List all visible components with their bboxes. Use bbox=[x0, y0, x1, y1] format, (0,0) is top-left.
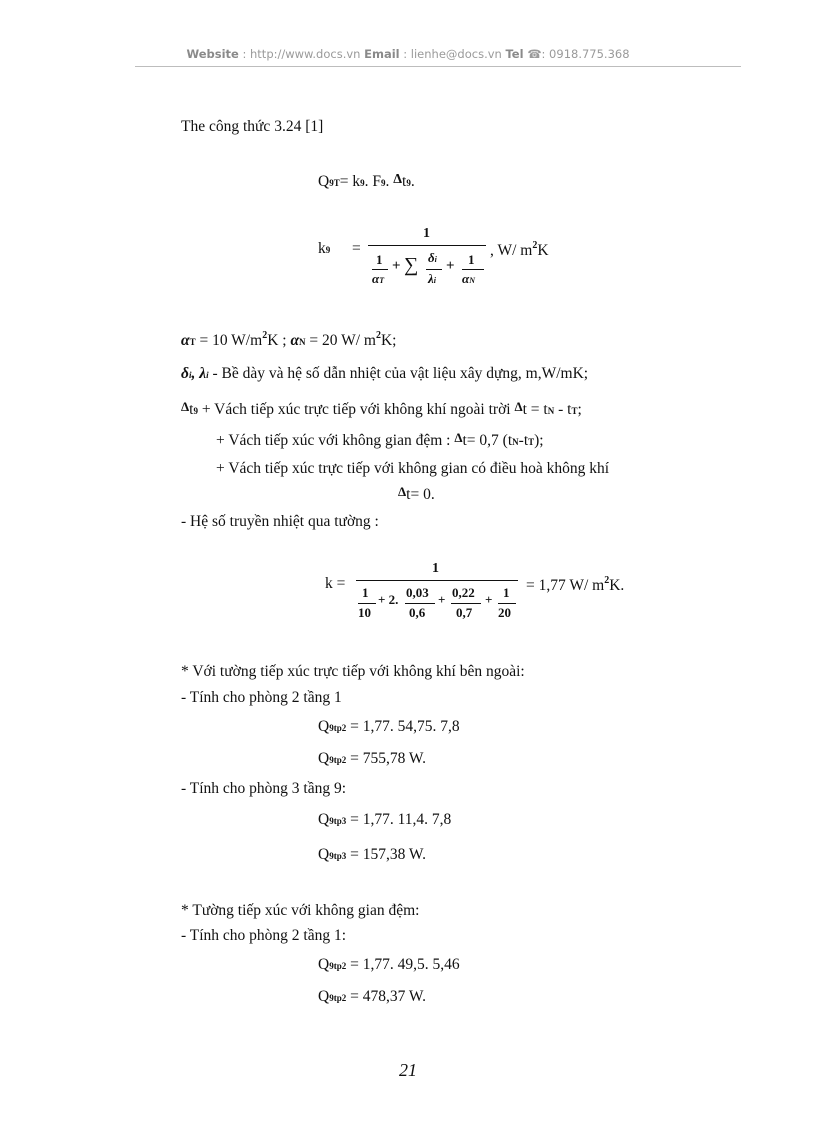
s2-eq1-value: = 1,77. 49,5. 5,46 bbox=[346, 956, 460, 973]
alpha-t-symbol-sub: T bbox=[189, 337, 196, 347]
k9-d3-bar bbox=[462, 269, 484, 270]
section1-title: * Với tường tiếp xúc trực tiếp với không khí bên ngoài: bbox=[181, 663, 525, 680]
q-s2-eq2: Q bbox=[318, 988, 330, 1005]
k-t4-den: 20 bbox=[498, 605, 511, 620]
k9-numerator: 1 bbox=[423, 226, 430, 241]
k-label: k = bbox=[325, 575, 346, 592]
k9-unit-sup: 2 bbox=[532, 240, 538, 251]
delta-symbol-2: δ bbox=[181, 365, 189, 382]
q-s2-eq2-sub: 9tp2 bbox=[329, 993, 347, 1003]
q-s1-eq4-sub: 9tp3 bbox=[329, 851, 347, 861]
tel-number: ☎: 0918.775.368 bbox=[527, 47, 630, 61]
dt-sub: 9 bbox=[193, 406, 198, 416]
q-s2-eq1: Q bbox=[318, 956, 330, 973]
email-address[interactable]: : lienhe@docs.vn bbox=[403, 47, 502, 61]
q-s1-eq2: Q bbox=[318, 750, 330, 767]
k-t1-num: 1 bbox=[362, 585, 369, 600]
k9-fraction-bar bbox=[368, 245, 486, 246]
q-sub: 9T bbox=[329, 178, 340, 188]
q-s1-eq4: Q bbox=[318, 846, 330, 863]
section2-title: * Tường tiếp xúc với không gian đệm: bbox=[181, 902, 420, 919]
email-label: Email bbox=[364, 47, 400, 61]
k9-d3-num: 1 bbox=[468, 252, 475, 267]
t-sub: 9 bbox=[406, 178, 411, 188]
dt-line-2 bbox=[216, 430, 544, 451]
delta-lambda-line bbox=[181, 365, 588, 384]
delta-i-sub: i bbox=[434, 255, 437, 264]
section2-eq1 bbox=[318, 956, 460, 975]
f1-end: . bbox=[410, 173, 415, 190]
k9-d1-den bbox=[372, 271, 384, 287]
k9-d1-bar bbox=[372, 269, 388, 270]
s2-eq2-value: = 478,37 W. bbox=[346, 988, 427, 1005]
f1-eq: = k bbox=[339, 173, 361, 190]
k-result-end: K. bbox=[609, 577, 625, 594]
delta-sub-2: i bbox=[188, 370, 192, 380]
intro-line: The công thức 3.24 [1] bbox=[181, 118, 324, 135]
header-divider bbox=[135, 66, 741, 67]
dt-item3-delta: Δ bbox=[398, 484, 407, 499]
lambda-i-sub: i bbox=[433, 276, 437, 285]
website-label: Website bbox=[186, 47, 239, 61]
alpha-t: α bbox=[372, 271, 380, 286]
dt-item2-s1: N bbox=[512, 437, 519, 447]
k-t2-bar bbox=[405, 603, 435, 604]
alpha-t-sub: T bbox=[379, 276, 385, 285]
delta-i: δ bbox=[428, 250, 435, 265]
dt-item2-b: t= 0,7 (t bbox=[462, 432, 513, 449]
k-fraction-bar bbox=[356, 580, 518, 581]
dt-line-3: + Vách tiếp xúc trực tiếp với không gian có điều hoà không khí bbox=[216, 460, 610, 477]
k-t4-bar bbox=[498, 603, 516, 604]
dt-item2-delta: Δ bbox=[454, 430, 463, 445]
alpha-t-sup: 2 bbox=[262, 330, 268, 341]
k-sub: 9 bbox=[360, 178, 365, 188]
dt-item2-d: ); bbox=[534, 432, 544, 449]
alpha-values-line bbox=[181, 330, 396, 351]
k9-plus2: + bbox=[446, 258, 455, 274]
k-plus-b: + bbox=[485, 592, 493, 607]
k9-d1-num: 1 bbox=[376, 252, 383, 267]
page-number: 21 bbox=[399, 1060, 417, 1080]
dt-item1-c: - t bbox=[554, 401, 572, 418]
k-t2-num: 0,03 bbox=[406, 585, 429, 600]
delta-symbol: Δ bbox=[393, 172, 402, 187]
section1-eq1 bbox=[318, 718, 460, 737]
alpha-n: α bbox=[462, 271, 470, 286]
dt-item1-d: ; bbox=[577, 401, 582, 418]
dt-item2-c: -t bbox=[518, 432, 529, 449]
q-s1-eq1-sub: 9tp2 bbox=[329, 723, 347, 733]
lambda-symbol-2: , λ bbox=[191, 365, 207, 382]
k9-unit-k: K bbox=[537, 242, 549, 259]
k-t2-den: 0,6 bbox=[409, 605, 426, 620]
k9-unit bbox=[490, 240, 549, 261]
alpha-n-symbol: α bbox=[290, 332, 300, 349]
s1-eq2-value: = 755,78 W. bbox=[346, 750, 427, 767]
dt-item1-b: t = t bbox=[522, 401, 548, 418]
k9-d2-bar bbox=[426, 269, 442, 270]
k9-d3-den bbox=[462, 271, 475, 287]
q-s2-eq1-sub: 9tp2 bbox=[329, 961, 347, 971]
k-t3-den: 0,7 bbox=[456, 605, 473, 620]
k-result-sup: 2 bbox=[604, 575, 610, 586]
dt-item2-text: + Vách tiếp xúc với không gian đệm : bbox=[216, 432, 455, 449]
k-t1-bar bbox=[358, 603, 376, 604]
alpha-t-unit: K ; bbox=[267, 332, 291, 349]
k9-lambda-den bbox=[428, 271, 436, 287]
f1-tail: . bbox=[385, 173, 390, 190]
page-header bbox=[0, 47, 816, 61]
alpha-n-value: = 20 W/ m bbox=[305, 332, 376, 349]
dt-delta: Δ bbox=[181, 399, 190, 414]
section1-eq4 bbox=[318, 846, 426, 865]
k-numerator: 1 bbox=[432, 561, 439, 576]
k9-sub: 9 bbox=[325, 245, 331, 255]
lambda-i: λ bbox=[428, 271, 434, 286]
q-s1-eq2-sub: 9tp2 bbox=[329, 755, 347, 765]
dt-line-1 bbox=[181, 399, 582, 420]
dt-item1-text: + Vách tiếp xúc trực tiếp với không khí ngoài trời bbox=[197, 401, 515, 418]
q-s1-eq3-sub: 9tp3 bbox=[329, 816, 347, 826]
k9-eq: = bbox=[352, 240, 361, 257]
lambda-sub-2: i bbox=[206, 370, 209, 380]
q-s1-eq3: Q bbox=[318, 811, 330, 828]
delta-lambda-desc: - Bề dày và hệ số dẫn nhiệt của vật liệu xây dựng, m,W/mK; bbox=[208, 365, 589, 382]
alpha-t-symbol: α bbox=[181, 332, 190, 349]
k-t3-bar bbox=[451, 603, 481, 604]
k-plus-a: + bbox=[438, 592, 446, 607]
k9-unit-text: , W/ m bbox=[490, 242, 533, 259]
dt-item3-b: t= 0. bbox=[406, 486, 435, 503]
k-result-text: = 1,77 W/ m bbox=[526, 577, 605, 594]
dt-item1-s1: N bbox=[547, 406, 555, 416]
website-url[interactable]: : http://www.docs.vn bbox=[242, 47, 361, 61]
t-symbol: t bbox=[402, 173, 407, 190]
alpha-n-unit: K; bbox=[380, 332, 397, 349]
f-sub: 9 bbox=[380, 178, 386, 188]
k-t4-num: 1 bbox=[503, 585, 510, 600]
section2-eq2 bbox=[318, 988, 426, 1007]
dt-item1-delta: Δ bbox=[514, 399, 523, 414]
k-t3-num: 0,22 bbox=[452, 585, 475, 600]
s1-eq3-value: = 1,77. 11,4. 7,8 bbox=[346, 811, 452, 828]
s1-eq4-value: = 157,38 W. bbox=[346, 846, 427, 863]
section1-eq3 bbox=[318, 811, 451, 830]
k-t1-den: 10 bbox=[358, 605, 371, 620]
section1-room2: - Tính cho phòng 2 tầng 1 bbox=[181, 689, 342, 706]
q9t-formula bbox=[318, 172, 415, 192]
dt-item2-s2: T bbox=[528, 437, 535, 447]
dt-item1-s2: T bbox=[571, 406, 578, 416]
k-plus-2: + 2. bbox=[378, 592, 399, 607]
dt-line-3b bbox=[398, 484, 435, 505]
section2-room2: - Tính cho phòng 2 tầng 1: bbox=[181, 927, 347, 944]
s1-eq1-value: = 1,77. 54,75. 7,8 bbox=[346, 718, 460, 735]
section1-room3: - Tính cho phòng 3 tầng 9: bbox=[181, 780, 347, 797]
k9-delta-num bbox=[428, 250, 437, 266]
k9-label bbox=[318, 240, 330, 259]
alpha-n-sup: 2 bbox=[375, 330, 381, 341]
section1-eq2 bbox=[318, 750, 426, 769]
sum-symbol: ∑ bbox=[404, 254, 419, 276]
k9-plus1: + bbox=[392, 258, 401, 274]
f1-mid: . F bbox=[364, 173, 381, 190]
alpha-n-sub: N bbox=[469, 276, 475, 285]
dt-t: t bbox=[189, 401, 194, 418]
alpha-n-symbol-sub: N bbox=[299, 337, 306, 347]
q-symbol: Q bbox=[318, 173, 330, 190]
q-s1-eq1: Q bbox=[318, 718, 330, 735]
k-result bbox=[526, 575, 624, 596]
tel-label: Tel bbox=[505, 47, 524, 61]
alpha-t-value: = 10 W/m bbox=[195, 332, 263, 349]
heat-transfer-title: - Hệ số truyền nhiệt qua tường : bbox=[181, 513, 379, 530]
k9-k: k bbox=[318, 240, 326, 257]
